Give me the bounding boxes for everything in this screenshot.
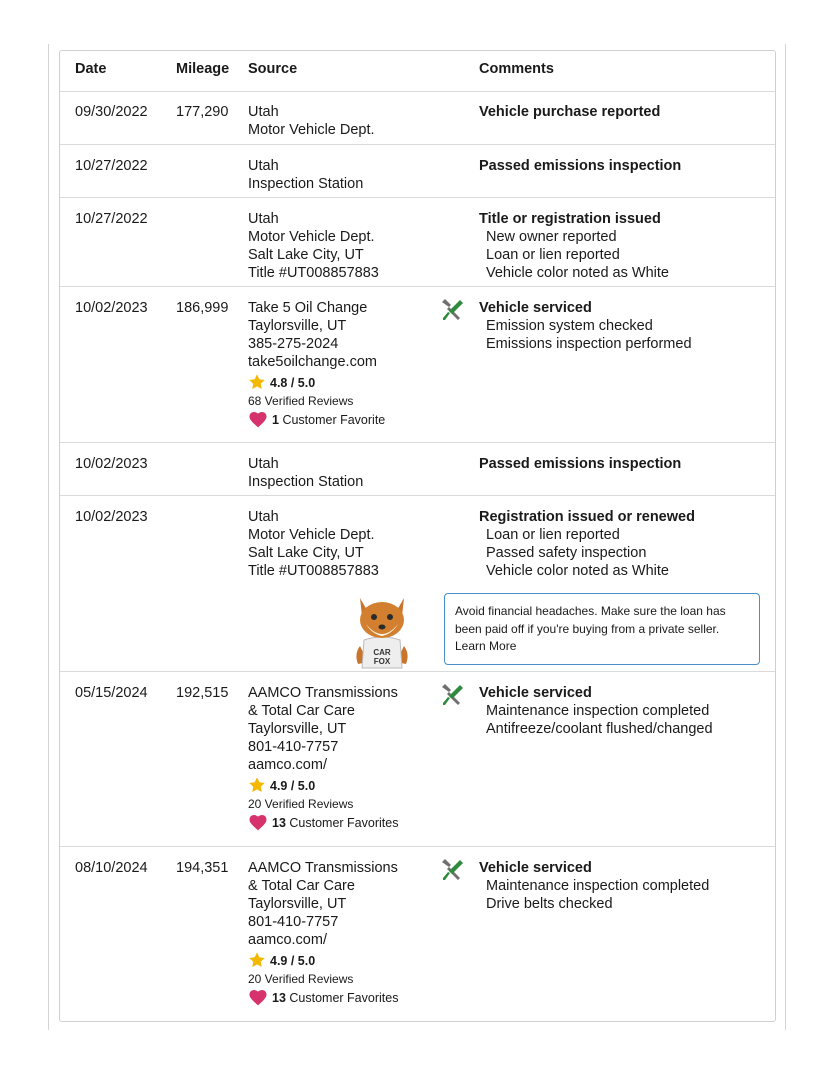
- rating-value: 4.9 / 5.0: [270, 954, 316, 968]
- verified-reviews-link[interactable]: 68 Verified Reviews: [248, 394, 354, 408]
- mascot-shirt-line-2: FOX: [373, 657, 391, 666]
- source-line: Title #UT008857883: [248, 265, 379, 281]
- customer-favorites: [248, 410, 438, 429]
- vehicle-history-table: [59, 50, 776, 1022]
- source-line: Inspection Station: [248, 474, 364, 490]
- source-line: Utah: [248, 104, 279, 120]
- row-comments: [479, 103, 769, 121]
- favorites-label: Customer Favorite: [282, 413, 386, 427]
- comment-detail: Vehicle color noted as White: [486, 563, 669, 579]
- shop-name[interactable]: Take 5 Oil Change: [248, 300, 368, 316]
- comment-headline: Title or registration issued: [479, 211, 661, 227]
- heart-icon: [248, 988, 268, 1006]
- source-line: Motor Vehicle Dept.: [248, 527, 375, 543]
- header-comments: Comments: [479, 61, 554, 77]
- comment-detail: Emission system checked: [486, 318, 653, 334]
- comment-detail: Maintenance inspection completed: [486, 703, 710, 719]
- service-tools-icon: [438, 297, 466, 330]
- comment-detail: Loan or lien reported: [486, 527, 620, 543]
- customer-favorites: [248, 988, 438, 1007]
- shop-phone: 385-275-2024: [248, 336, 339, 352]
- table-row: [60, 847, 775, 1021]
- star-icon: [248, 373, 266, 391]
- row-date: 10/02/2023: [75, 509, 148, 525]
- row-mileage: 186,999: [176, 300, 229, 316]
- header-mileage: Mileage: [176, 61, 230, 77]
- shop-name[interactable]: AAMCO Transmissions: [248, 860, 398, 876]
- row-source: [248, 157, 438, 193]
- source-line: Salt Lake City, UT: [248, 247, 364, 263]
- comment-detail: New owner reported: [486, 229, 617, 245]
- favorites-count: 1: [272, 413, 279, 427]
- comment-headline: Passed emissions inspection: [479, 456, 682, 472]
- source-line: Motor Vehicle Dept.: [248, 122, 375, 138]
- favorites-count: 13: [272, 991, 286, 1005]
- shop-website[interactable]: aamco.com/: [248, 932, 327, 948]
- shop-rating: [248, 776, 438, 795]
- shop-name[interactable]: AAMCO Transmissions: [248, 685, 398, 701]
- row-comments: [479, 157, 769, 175]
- row-date: 10/27/2022: [75, 211, 148, 227]
- source-line: Taylorsville, UT: [248, 318, 347, 334]
- shop-phone: 801-410-7757: [248, 739, 339, 755]
- row-date: 10/02/2023: [75, 300, 148, 316]
- source-line: Taylorsville, UT: [248, 721, 347, 737]
- heart-icon: [248, 410, 268, 428]
- comment-headline: Vehicle serviced: [479, 300, 592, 316]
- source-line: Motor Vehicle Dept.: [248, 229, 375, 245]
- table-row: [60, 287, 775, 443]
- comment-headline: Vehicle serviced: [479, 860, 592, 876]
- row-source: [248, 455, 438, 491]
- row-comments: [479, 684, 769, 738]
- row-source: [248, 210, 438, 282]
- mascot-shirt-line-1: CAR: [373, 648, 391, 657]
- comment-headline: Passed emissions inspection: [479, 158, 682, 174]
- comment-detail: Maintenance inspection completed: [486, 878, 710, 894]
- row-source: [248, 684, 438, 832]
- source-line: Inspection Station: [248, 176, 364, 192]
- comment-headline: Vehicle serviced: [479, 685, 592, 701]
- source-line: Taylorsville, UT: [248, 896, 347, 912]
- comment-headline: Registration issued or renewed: [479, 509, 695, 525]
- table-row: [60, 91, 775, 145]
- row-comments: [479, 859, 769, 913]
- shop-rating: [248, 373, 438, 392]
- table-row: [60, 198, 775, 287]
- source-line: & Total Car Care: [248, 878, 355, 894]
- shop-website[interactable]: take5oilchange.com: [248, 354, 377, 370]
- row-mileage: 177,290: [176, 104, 229, 120]
- left-rail-divider: [48, 44, 49, 1030]
- row-comments: [479, 455, 769, 473]
- row-mileage: 194,351: [176, 860, 229, 876]
- heart-icon: [248, 813, 268, 831]
- rating-value: 4.8 / 5.0: [270, 376, 316, 390]
- table-header: [60, 51, 775, 92]
- comment-detail: Antifreeze/coolant flushed/changed: [486, 721, 713, 737]
- loan-tip-callout[interactable]: Avoid financial headaches. Make sure the loan has been paid off if you're buying from a private seller. Learn More: [444, 593, 760, 665]
- favorites-label: Customer Favorites: [289, 816, 399, 830]
- carfox-mascot: [346, 590, 418, 670]
- row-date: 08/10/2024: [75, 860, 148, 876]
- comment-headline: Vehicle purchase reported: [479, 104, 661, 120]
- header-source: Source: [248, 61, 298, 77]
- source-line: Utah: [248, 158, 279, 174]
- customer-favorites: [248, 813, 438, 832]
- star-icon: [248, 776, 266, 794]
- row-source: [248, 103, 438, 139]
- source-line: Salt Lake City, UT: [248, 545, 364, 561]
- row-source: [248, 859, 438, 1007]
- verified-reviews-link[interactable]: 20 Verified Reviews: [248, 972, 354, 986]
- row-date: 10/02/2023: [75, 456, 148, 472]
- comment-detail: Vehicle color noted as White: [486, 265, 669, 281]
- source-line: Utah: [248, 211, 279, 227]
- favorites-count: 13: [272, 816, 286, 830]
- row-date: 05/15/2024: [75, 685, 148, 701]
- comment-detail: Passed safety inspection: [486, 545, 647, 561]
- table-row: [60, 672, 775, 847]
- shop-website[interactable]: aamco.com/: [248, 757, 327, 773]
- verified-reviews-link[interactable]: 20 Verified Reviews: [248, 797, 354, 811]
- row-mileage: 192,515: [176, 685, 229, 701]
- row-comments: [479, 210, 769, 282]
- source-line: Utah: [248, 509, 279, 525]
- comment-detail: Loan or lien reported: [486, 247, 620, 263]
- shop-phone: 801-410-7757: [248, 914, 339, 930]
- service-tools-icon: [438, 857, 466, 890]
- row-source: [248, 299, 438, 429]
- favorites-label: Customer Favorites: [289, 991, 399, 1005]
- header-date: Date: [75, 61, 107, 77]
- row-date: 10/27/2022: [75, 158, 148, 174]
- rating-value: 4.9 / 5.0: [270, 779, 316, 793]
- row-comments: [479, 508, 769, 580]
- comment-detail: Emissions inspection performed: [486, 336, 692, 352]
- service-tools-icon: [438, 682, 466, 715]
- row-date: 09/30/2022: [75, 104, 148, 120]
- table-row: [60, 145, 775, 198]
- source-line: Title #UT008857883: [248, 563, 379, 579]
- row-comments: [479, 299, 769, 353]
- shop-rating: [248, 951, 438, 970]
- table-row: [60, 496, 775, 672]
- star-icon: [248, 951, 266, 969]
- right-rail-divider: [785, 44, 786, 1030]
- row-source: [248, 508, 438, 580]
- source-line: & Total Car Care: [248, 703, 355, 719]
- comment-detail: Drive belts checked: [486, 896, 613, 912]
- table-row: [60, 443, 775, 496]
- source-line: Utah: [248, 456, 279, 472]
